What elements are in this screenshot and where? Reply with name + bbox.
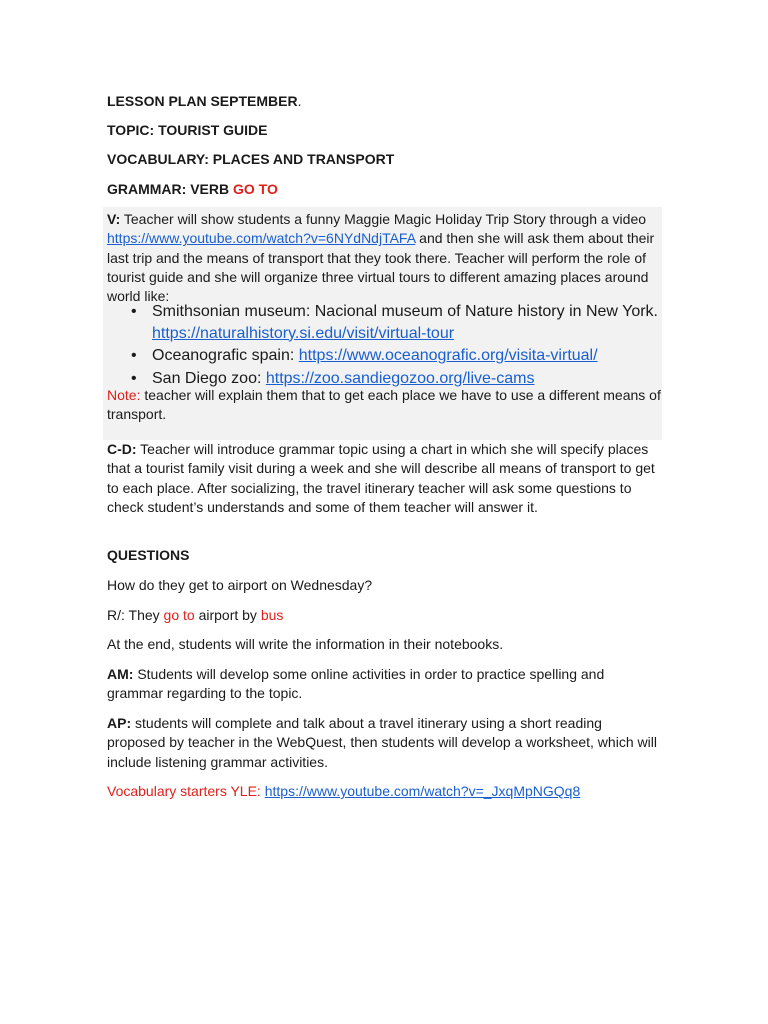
san-diego-zoo-link[interactable]: https://zoo.sandiegozoo.org/live-cams bbox=[265, 369, 535, 387]
topic-line: TOPIC: TOURIST GUIDE bbox=[107, 122, 268, 138]
v-paragraph: V: Teacher will show students a funny Maggie Magic Holiday Trip Story through a video https://www.youtube.com/watch?v=6NYdNdjTAFA and then she will ask them about their last trip and the means of transport that they took there. Teacher will perform the role of tourist guide and she will organize three virtual tours to different amazing places around world like: bbox=[107, 211, 655, 305]
end-note: At the end, students will write the information in their notebooks. bbox=[107, 636, 504, 652]
answer-text: R/: They go to airport by bus bbox=[107, 607, 284, 623]
list-item: • Oceanografic spain: https://www.oceanografic.org/visita-virtual/ bbox=[131, 347, 598, 364]
virtual-tour-list bbox=[107, 301, 667, 390]
questions-heading: QUESTIONS bbox=[107, 547, 190, 563]
vocabulary-video-link[interactable]: https://www.youtube.com/watch?v=_JxqMpNGQq8 bbox=[264, 783, 581, 799]
smithsonian-link[interactable]: https://naturalhistory.si.edu/visit/virtual-tour bbox=[152, 324, 455, 342]
cd-paragraph: C-D: Teacher will introduce grammar topic using a chart in which she will specify places that a tourist family visit during a week and she will describe all means of transport to get to each place. After socializing, the travel itinerary teacher will ask some questions to check student’s understands and some of them teacher will answer it. bbox=[107, 441, 655, 515]
list-item: • San Diego zoo: https://zoo.sandiegozoo.org/live-cams bbox=[131, 369, 535, 387]
question-text: How do they get to airport on Wednesday? bbox=[107, 577, 373, 593]
vocabulary-line: VOCABULARY: PLACES AND TRANSPORT bbox=[107, 151, 395, 167]
oceanografic-link[interactable]: https://www.oceanografic.org/visita-virtual/ bbox=[298, 347, 598, 364]
footer-label: Vocabulary starters YLE: bbox=[107, 783, 261, 799]
am-paragraph: AM: Students will develop some online activities in order to practice spelling and grammar regarding to the topic. bbox=[107, 666, 605, 702]
ap-paragraph: AP: students will complete and talk about a travel itinerary using a short reading proposed by teacher in the WebQuest, then students will develop a worksheet, which will include listening grammar activities. bbox=[107, 715, 657, 770]
grammar-line: GRAMMAR: VERB GO TO bbox=[107, 181, 278, 197]
video-link[interactable]: https://www.youtube.com/watch?v=6NYdNdjTAFA bbox=[107, 230, 416, 247]
note-label: Note: bbox=[107, 387, 141, 403]
footer-line bbox=[107, 782, 580, 801]
list-item: • Smithsonian museum: Nacional museum of Nature history in New York. https://naturalhistory.si.edu/visit/virtual-tour bbox=[131, 303, 658, 342]
lesson-title: LESSON PLAN SEPTEMBER. bbox=[107, 93, 302, 109]
grammar-verb: GO TO bbox=[233, 181, 278, 197]
note-paragraph: Note: teacher will explain them that to get each place we have to use a different means of transport. bbox=[107, 387, 661, 423]
